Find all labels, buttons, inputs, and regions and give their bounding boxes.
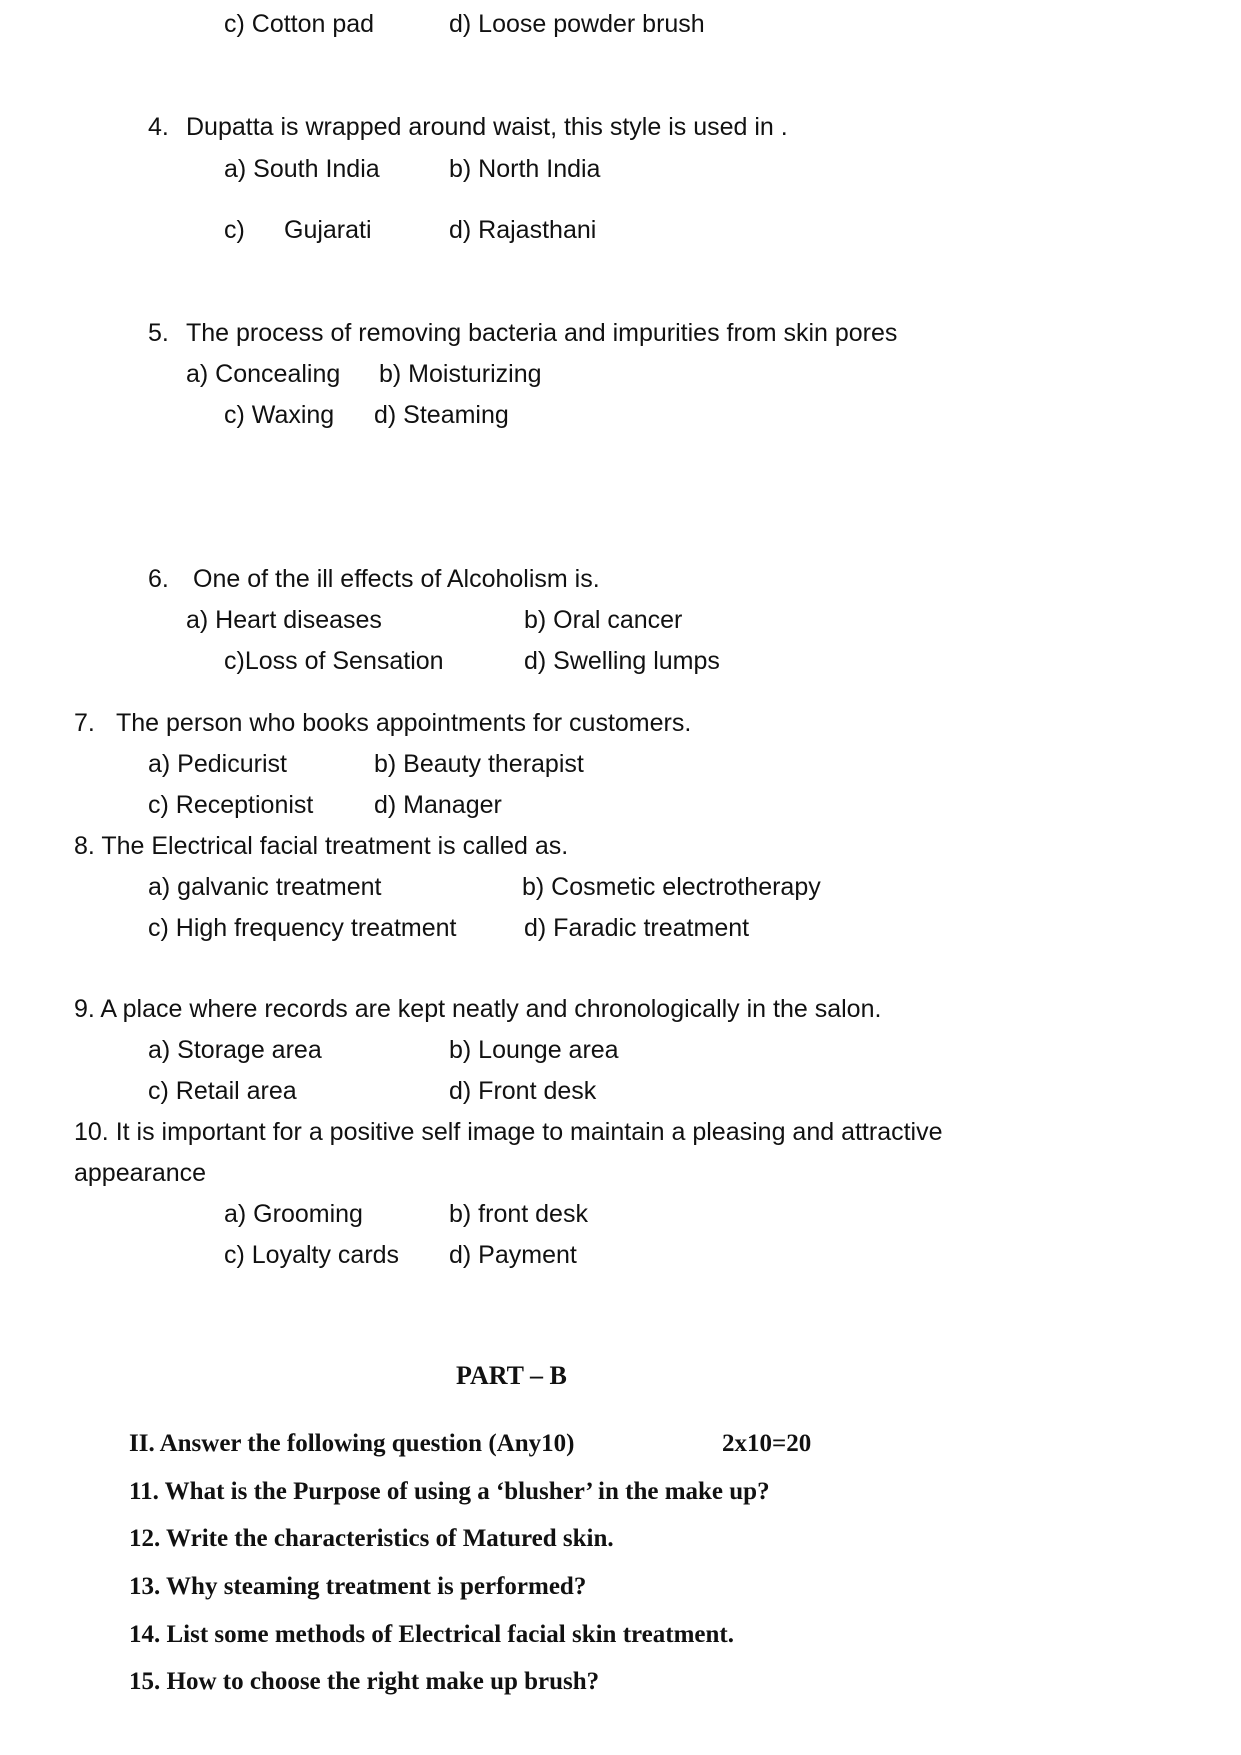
- q7-text: The person who books appointments for customers.: [116, 709, 692, 737]
- q10-option-d: d) Payment: [449, 1241, 577, 1269]
- q7-option-a: a) Pedicurist: [148, 750, 287, 778]
- q9-option-d: d) Front desk: [449, 1077, 597, 1105]
- q5-text: The process of removing bacteria and impurities from skin pores: [186, 319, 898, 347]
- q8-text: 8. The Electrical facial treatment is called as.: [74, 832, 569, 860]
- part-b-heading: PART – B: [456, 1361, 567, 1390]
- q9-text: 9. A place where records are kept neatly and chronologically in the salon.: [74, 995, 882, 1023]
- q7-option-b: b) Beauty therapist: [374, 750, 584, 778]
- q10-text-continued: appearance: [74, 1159, 207, 1187]
- q6-option-a: a) Heart diseases: [186, 606, 382, 634]
- q7-number: 7.: [74, 709, 95, 737]
- q4-option-c: Gujarati: [284, 216, 372, 244]
- question-12: 12. Write the characteristics of Matured skin.: [129, 1525, 614, 1552]
- question-14: 14. List some methods of Electrical facial skin treatment.: [129, 1621, 734, 1648]
- q6-option-c: c)Loss of Sensation: [224, 647, 444, 675]
- q6-option-b: b) Oral cancer: [524, 606, 683, 634]
- q7-option-c: c) Receptionist: [148, 791, 314, 819]
- q4-text: Dupatta is wrapped around waist, this style is used in .: [186, 113, 788, 141]
- part-b-instruction: II. Answer the following question (Any10): [129, 1430, 575, 1457]
- question-11: 11. What is the Purpose of using a ‘blusher’ in the make up?: [129, 1478, 770, 1505]
- q8-option-a: a) galvanic treatment: [148, 873, 382, 901]
- q4-option-d: d) Rajasthani: [449, 216, 597, 244]
- q6-option-d: d) Swelling lumps: [524, 647, 720, 675]
- q4-number: 4.: [148, 113, 169, 141]
- q5-number: 5.: [148, 319, 169, 347]
- q10-text: 10. It is important for a positive self image to maintain a pleasing and attractive: [74, 1118, 943, 1146]
- q4-option-a: a) South India: [224, 155, 380, 183]
- q9-option-a: a) Storage area: [148, 1036, 322, 1064]
- part-b-marks: 2x10=20: [722, 1430, 812, 1457]
- q10-option-a: a) Grooming: [224, 1200, 363, 1228]
- q5-option-d: d) Steaming: [374, 401, 509, 429]
- question-13: 13. Why steaming treatment is performed?: [129, 1573, 587, 1600]
- q7-option-d: d) Manager: [374, 791, 502, 819]
- q6-number: 6.: [148, 565, 169, 593]
- q4-option-c-letter: c): [224, 216, 245, 244]
- q3-option-d: d) Loose powder brush: [449, 10, 705, 38]
- question-15: 15. How to choose the right make up brush?: [129, 1668, 600, 1695]
- q9-option-c: c) Retail area: [148, 1077, 297, 1105]
- q8-option-d: d) Faradic treatment: [524, 914, 750, 942]
- q3-option-c: c) Cotton pad: [224, 10, 375, 38]
- q10-option-b: b) front desk: [449, 1200, 588, 1228]
- q6-text: One of the ill effects of Alcoholism is.: [193, 565, 600, 593]
- q4-option-b: b) North India: [449, 155, 601, 183]
- q9-option-b: b) Lounge area: [449, 1036, 619, 1064]
- q8-option-c: c) High frequency treatment: [148, 914, 457, 942]
- q5-option-c: c) Waxing: [224, 401, 335, 429]
- q5-option-b: b) Moisturizing: [379, 360, 542, 388]
- q5-option-a: a) Concealing: [186, 360, 341, 388]
- q10-option-c: c) Loyalty cards: [224, 1241, 400, 1269]
- q8-option-b: b) Cosmetic electrotherapy: [522, 873, 821, 901]
